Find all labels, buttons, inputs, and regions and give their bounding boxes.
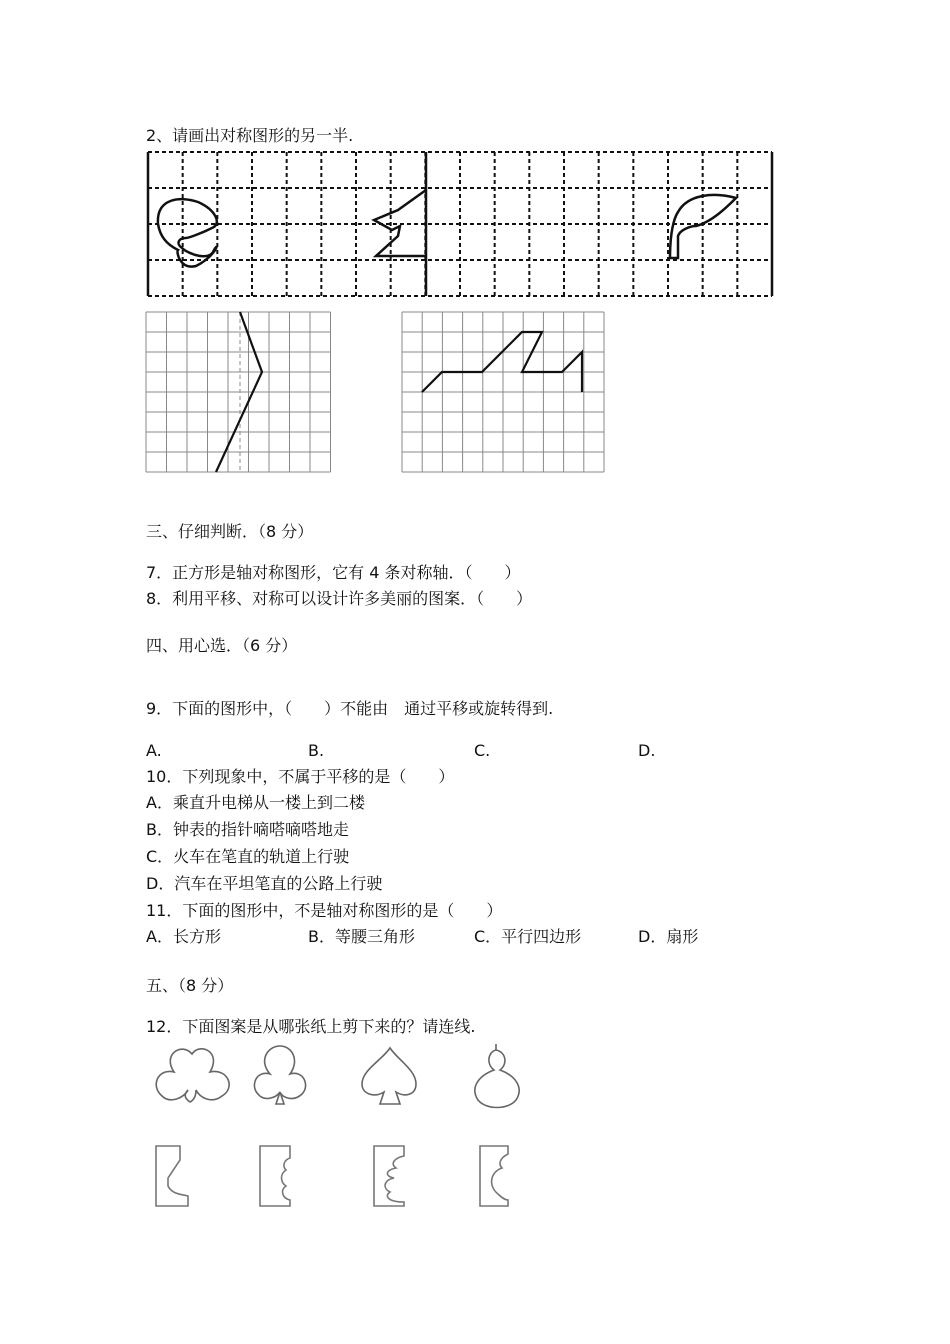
dashed-grid-figure <box>0 140 950 300</box>
q8-text: 8．利用平移、对称可以设计许多美丽的图案．（ ） <box>146 589 533 608</box>
q2-title: 2、请画出对称图形的另一半. <box>146 126 354 145</box>
q9-option-c: C. <box>474 741 491 760</box>
q9-option-a: A. <box>146 741 162 760</box>
gourd-pattern <box>475 1044 519 1108</box>
section-4-title: 四、用心选．（6 分） <box>146 636 298 655</box>
cutout-patterns <box>140 1040 560 1120</box>
folded-paper-pieces <box>140 1138 560 1218</box>
q10-option-d: D．汽车在平坦笔直的公路上行驶 <box>146 874 383 893</box>
paper-piece-2 <box>260 1146 290 1206</box>
q9-stem: 9．下面的图形中，（ ）不能由 通过平移或旋转得到. <box>146 699 554 718</box>
spade-pattern <box>362 1048 416 1104</box>
right-grid-figure <box>402 312 608 476</box>
paper-piece-4 <box>480 1146 508 1206</box>
q10-option-a: A．乘直升电梯从一楼上到二楼 <box>146 793 365 812</box>
section-3-title: 三、仔细判断．（8 分） <box>146 522 314 541</box>
q11-option-b: B．等腰三角形 <box>308 927 415 946</box>
q11-option-a: A．长方形 <box>146 927 221 946</box>
q12-stem: 12．下面图案是从哪张纸上剪下来的？请连线. <box>146 1017 476 1036</box>
paper-piece-1 <box>156 1146 188 1206</box>
q11-option-c: C．平行四边形 <box>474 927 582 946</box>
q10-stem: 10．下列现象中，不属于平移的是（ ） <box>146 767 455 786</box>
q11-option-d: D．扇形 <box>638 927 699 946</box>
q9-option-d: D. <box>638 741 656 760</box>
clover-pattern <box>156 1049 229 1102</box>
q10-option-c: C．火车在笔直的轨道上行驶 <box>146 847 350 866</box>
q9-option-b: B. <box>308 741 325 760</box>
paper-piece-3 <box>374 1146 404 1206</box>
left-grid-figure <box>146 312 336 476</box>
section-5-title: 五、（8 分） <box>146 976 234 995</box>
q11-stem: 11．下面的图形中，不是轴对称图形的是（ ） <box>146 901 503 920</box>
q10-option-b: B．钟表的指针嘀嗒嘀嗒地走 <box>146 820 349 839</box>
q7-text: 7．正方形是轴对称图形，它有 4 条对称轴．（ ） <box>146 563 521 582</box>
club-pattern <box>254 1046 305 1104</box>
